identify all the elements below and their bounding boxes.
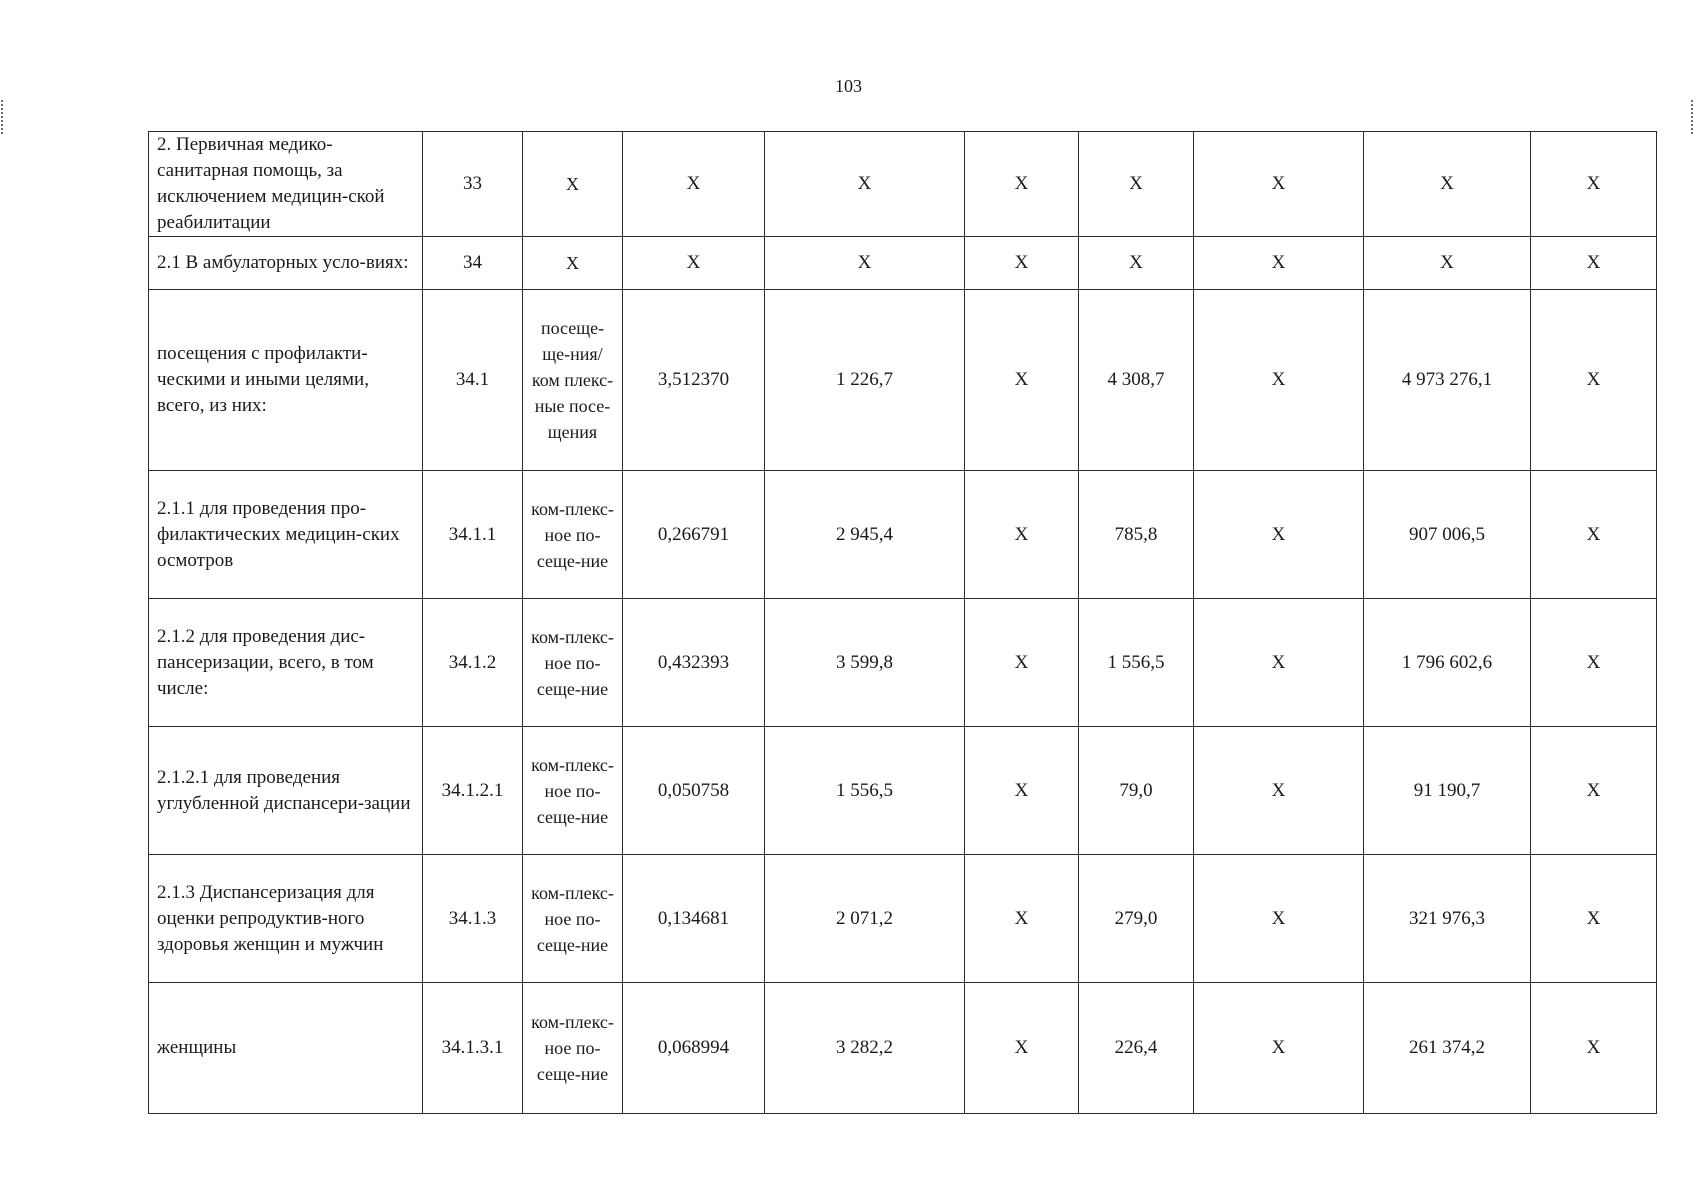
row-value-cell: 79,0 [1079,727,1194,855]
row-value-cell: X [765,132,965,237]
row-value-cell: X [965,471,1079,599]
table-row [149,471,1657,599]
row-value-cell: X [623,237,765,290]
row-value-cell: X [1364,237,1531,290]
page-number: 103 [835,76,862,96]
row-value-cell: X [1531,855,1657,983]
row-value-cell: 1 556,5 [765,727,965,855]
row-code-cell: 34.1.3.1 [423,983,523,1114]
row-value-cell: X [1079,132,1194,237]
row-value-cell: X [965,132,1079,237]
table-row [149,855,1657,983]
row-value-cell: X [965,983,1079,1114]
row-code-cell: 34 [423,237,523,290]
row-value-cell: X [1531,727,1657,855]
row-unit-cell: ком-плекс-ное по-сеще-ние [523,855,623,983]
row-value-cell: X [1531,132,1657,237]
row-value-cell: X [965,599,1079,727]
row-value-cell: 2 071,2 [765,855,965,983]
table-row [149,237,1657,290]
scan-edge-mark-left [1,100,5,134]
row-name-cell: 2. Первичная медико-санитарная помощь, за исключением медицин-ской реабилитации [149,132,423,237]
row-value-cell: 3 282,2 [765,983,965,1114]
row-value-cell: X [1531,599,1657,727]
row-value-cell: X [1194,983,1364,1114]
row-value-cell: 0,266791 [623,471,765,599]
row-code-cell: 34.1 [423,290,523,471]
table-row [149,983,1657,1114]
row-name-cell: 2.1.2.1 для проведения углубленной диспансери-зации [149,727,423,855]
table-row [149,132,1657,237]
row-value-cell: X [765,237,965,290]
row-value-cell: 3 599,8 [765,599,965,727]
row-unit-cell: X [523,132,623,237]
table-row [149,599,1657,727]
row-value-cell: X [1531,290,1657,471]
row-value-cell: X [1194,599,1364,727]
row-value-cell: X [1531,471,1657,599]
row-value-cell: X [1194,290,1364,471]
row-name-cell: посещения с профилакти-ческими и иными целями, всего, из них: [149,290,423,471]
row-value-cell: X [965,855,1079,983]
row-name-cell: женщины [149,983,423,1114]
data-table [148,131,1657,1114]
table-row [149,290,1657,471]
row-value-cell: 2 945,4 [765,471,965,599]
row-name-cell: 2.1.2 для проведения дис-пансеризации, всего, в том числе: [149,599,423,727]
row-value-cell: 3,512370 [623,290,765,471]
row-name-cell: 2.1 В амбулаторных усло-виях: [149,237,423,290]
table-row [149,727,1657,855]
row-code-cell: 34.1.1 [423,471,523,599]
row-name-cell: 2.1.1 для проведения про-филактических медицин-ских осмотров [149,471,423,599]
row-value-cell: 0,050758 [623,727,765,855]
row-value-cell: X [623,132,765,237]
row-name-cell: 2.1.3 Диспансеризация для оценки репродуктив-ного здоровья женщин и мужчин [149,855,423,983]
row-value-cell: 4 308,7 [1079,290,1194,471]
row-value-cell: 4 973 276,1 [1364,290,1531,471]
row-value-cell: 226,4 [1079,983,1194,1114]
row-value-cell: 0,068994 [623,983,765,1114]
row-value-cell: X [1364,132,1531,237]
scan-edge-mark-right [1691,100,1695,134]
row-code-cell: 33 [423,132,523,237]
row-value-cell: X [1194,471,1364,599]
row-value-cell: 1 556,5 [1079,599,1194,727]
row-unit-cell: ком-плекс-ное по-сеще-ние [523,471,623,599]
row-value-cell: X [965,290,1079,471]
row-value-cell: 321 976,3 [1364,855,1531,983]
row-code-cell: 34.1.3 [423,855,523,983]
row-value-cell: X [1531,983,1657,1114]
row-unit-cell: ком-плекс-ное по-сеще-ние [523,599,623,727]
row-value-cell: 0,134681 [623,855,765,983]
row-value-cell: 0,432393 [623,599,765,727]
row-value-cell: 1 226,7 [765,290,965,471]
row-value-cell: X [1194,132,1364,237]
row-value-cell: X [965,727,1079,855]
row-value-cell: X [1194,855,1364,983]
row-code-cell: 34.1.2.1 [423,727,523,855]
row-value-cell: 907 006,5 [1364,471,1531,599]
row-value-cell: 785,8 [1079,471,1194,599]
row-value-cell: X [1079,237,1194,290]
row-unit-cell: ком-плекс-ное по-сеще-ние [523,983,623,1114]
row-value-cell: 279,0 [1079,855,1194,983]
row-unit-cell: посеще-ще-ния/ком плекс-ные посе-щения [523,290,623,471]
row-value-cell: 91 190,7 [1364,727,1531,855]
row-unit-cell: ком-плекс-ное по-сеще-ние [523,727,623,855]
row-value-cell: 1 796 602,6 [1364,599,1531,727]
row-unit-cell: X [523,237,623,290]
row-value-cell: X [965,237,1079,290]
row-code-cell: 34.1.2 [423,599,523,727]
row-value-cell: X [1531,237,1657,290]
row-value-cell: 261 374,2 [1364,983,1531,1114]
row-value-cell: X [1194,237,1364,290]
row-value-cell: X [1194,727,1364,855]
